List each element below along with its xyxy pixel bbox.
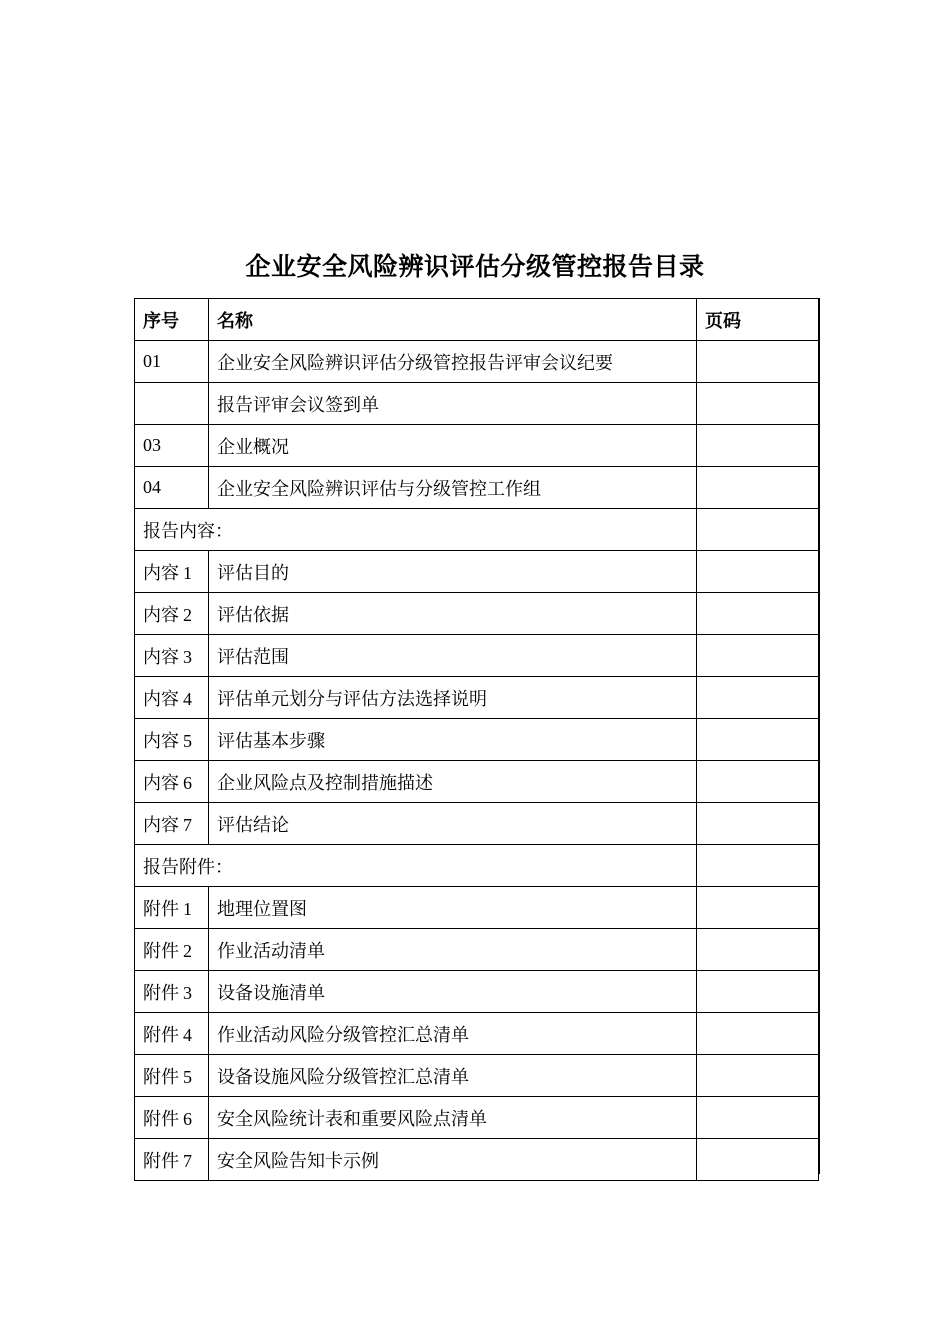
- row-number: [135, 425, 209, 467]
- row-number: [135, 803, 209, 845]
- table-row: [135, 467, 819, 509]
- row-name: 报告评审会议签到单: [209, 383, 697, 425]
- table-row: [135, 635, 819, 677]
- row-number-prefix: 内容: [143, 814, 179, 836]
- table-row: [135, 1139, 819, 1181]
- row-name: 评估依据: [209, 593, 697, 635]
- row-number-prefix: 内容: [143, 646, 179, 668]
- row-number-value: 03: [143, 435, 161, 455]
- table-row: [135, 1013, 819, 1055]
- row-number-value: 1: [183, 898, 192, 919]
- row-number-value: 01: [143, 351, 161, 371]
- row-page: [697, 383, 819, 425]
- row-page: [697, 887, 819, 929]
- row-page: [697, 929, 819, 971]
- row-page: [697, 509, 819, 551]
- table-row: [135, 383, 819, 425]
- row-number-prefix: 附件: [143, 1066, 179, 1088]
- row-number: [135, 929, 209, 971]
- row-page: [697, 719, 819, 761]
- table-row: [135, 425, 819, 467]
- toc-body: [135, 341, 819, 1181]
- row-page: [697, 1055, 819, 1097]
- table-row: [135, 551, 819, 593]
- table-row: [135, 1055, 819, 1097]
- row-number: [135, 1097, 209, 1139]
- row-page: [697, 1139, 819, 1181]
- row-name: 企业概况: [209, 425, 697, 467]
- row-number: [135, 887, 209, 929]
- row-number: [135, 551, 209, 593]
- row-page: [697, 1097, 819, 1139]
- row-name: 地理位置图: [209, 887, 697, 929]
- row-name: 评估范围: [209, 635, 697, 677]
- row-number-value: 3: [183, 646, 192, 667]
- row-name: 评估结论: [209, 803, 697, 845]
- table-row: [135, 677, 819, 719]
- row-page: [697, 845, 819, 887]
- row-name: 作业活动清单: [209, 929, 697, 971]
- row-page: [697, 971, 819, 1013]
- row-number-value: 1: [183, 562, 192, 583]
- row-page: [697, 593, 819, 635]
- row-number: [135, 719, 209, 761]
- row-number-value: 7: [183, 814, 192, 835]
- row-number-value: 04: [143, 477, 161, 497]
- row-number-prefix: 内容: [143, 772, 179, 794]
- row-name: 安全风险告知卡示例: [209, 1139, 697, 1181]
- row-number: [135, 971, 209, 1013]
- row-name: 设备设施清单: [209, 971, 697, 1013]
- row-number-prefix: 附件: [143, 982, 179, 1004]
- table-row: [135, 971, 819, 1013]
- row-page: [697, 677, 819, 719]
- toc-table: [134, 298, 819, 1181]
- row-number: [135, 761, 209, 803]
- table-row: [135, 929, 819, 971]
- row-name: 作业活动风险分级管控汇总清单: [209, 1013, 697, 1055]
- row-number: [135, 1013, 209, 1055]
- row-number-prefix: 内容: [143, 688, 179, 710]
- row-name: 评估目的: [209, 551, 697, 593]
- row-name: 企业安全风险辨识评估分级管控报告评审会议纪要: [209, 341, 697, 383]
- row-number-prefix: 附件: [143, 940, 179, 962]
- header-no: 序号: [135, 299, 209, 341]
- row-number-prefix: 附件: [143, 1150, 179, 1172]
- row-number: [135, 593, 209, 635]
- table-row: [135, 887, 819, 929]
- row-page: [697, 803, 819, 845]
- section-label: 报告附件：: [135, 845, 697, 887]
- row-page: [697, 425, 819, 467]
- row-number-prefix: 附件: [143, 898, 179, 920]
- row-number: [135, 341, 209, 383]
- row-number-value: 4: [183, 1024, 192, 1045]
- section-row: [135, 509, 819, 551]
- row-number: [135, 1139, 209, 1181]
- header-name: 名称: [209, 299, 697, 341]
- row-number: [135, 1055, 209, 1097]
- row-page: [697, 467, 819, 509]
- header-page: 页码: [697, 299, 819, 341]
- row-number-prefix: 内容: [143, 604, 179, 626]
- row-number-value: 5: [183, 1066, 192, 1087]
- row-number-prefix: 内容: [143, 730, 179, 752]
- row-number-prefix: 内容: [143, 562, 179, 584]
- table-row: [135, 341, 819, 383]
- table-right-edge: [818, 298, 820, 1174]
- row-page: [697, 761, 819, 803]
- section-label: 报告内容：: [135, 509, 697, 551]
- table-header-row: [135, 299, 819, 341]
- row-number-prefix: 附件: [143, 1024, 179, 1046]
- row-number-value: 3: [183, 982, 192, 1003]
- row-number: [135, 467, 209, 509]
- document-title: 企业安全风险辨识评估分级管控报告目录: [245, 252, 705, 281]
- row-page: [697, 635, 819, 677]
- table-row: [135, 719, 819, 761]
- row-number-value: 4: [183, 688, 192, 709]
- table-row: [135, 593, 819, 635]
- table-row: [135, 1097, 819, 1139]
- row-name: 安全风险统计表和重要风险点清单: [209, 1097, 697, 1139]
- row-number-value: 6: [183, 772, 192, 793]
- row-number-prefix: 附件: [143, 1108, 179, 1130]
- row-number-value: 2: [183, 604, 192, 625]
- row-page: [697, 551, 819, 593]
- row-number: [135, 383, 209, 425]
- row-name: 设备设施风险分级管控汇总清单: [209, 1055, 697, 1097]
- row-name: 评估单元划分与评估方法选择说明: [209, 677, 697, 719]
- row-name: 评估基本步骤: [209, 719, 697, 761]
- row-number: [135, 635, 209, 677]
- row-number-value: 6: [183, 1108, 192, 1129]
- row-number-value: 5: [183, 730, 192, 751]
- row-name: 企业安全风险辨识评估与分级管控工作组: [209, 467, 697, 509]
- section-row: [135, 845, 819, 887]
- row-number-value: 7: [183, 1150, 192, 1171]
- row-number-value: 2: [183, 940, 192, 961]
- table-row: [135, 803, 819, 845]
- table-row: [135, 761, 819, 803]
- row-name: 企业风险点及控制措施描述: [209, 761, 697, 803]
- row-number: [135, 677, 209, 719]
- row-page: [697, 341, 819, 383]
- row-page: [697, 1013, 819, 1055]
